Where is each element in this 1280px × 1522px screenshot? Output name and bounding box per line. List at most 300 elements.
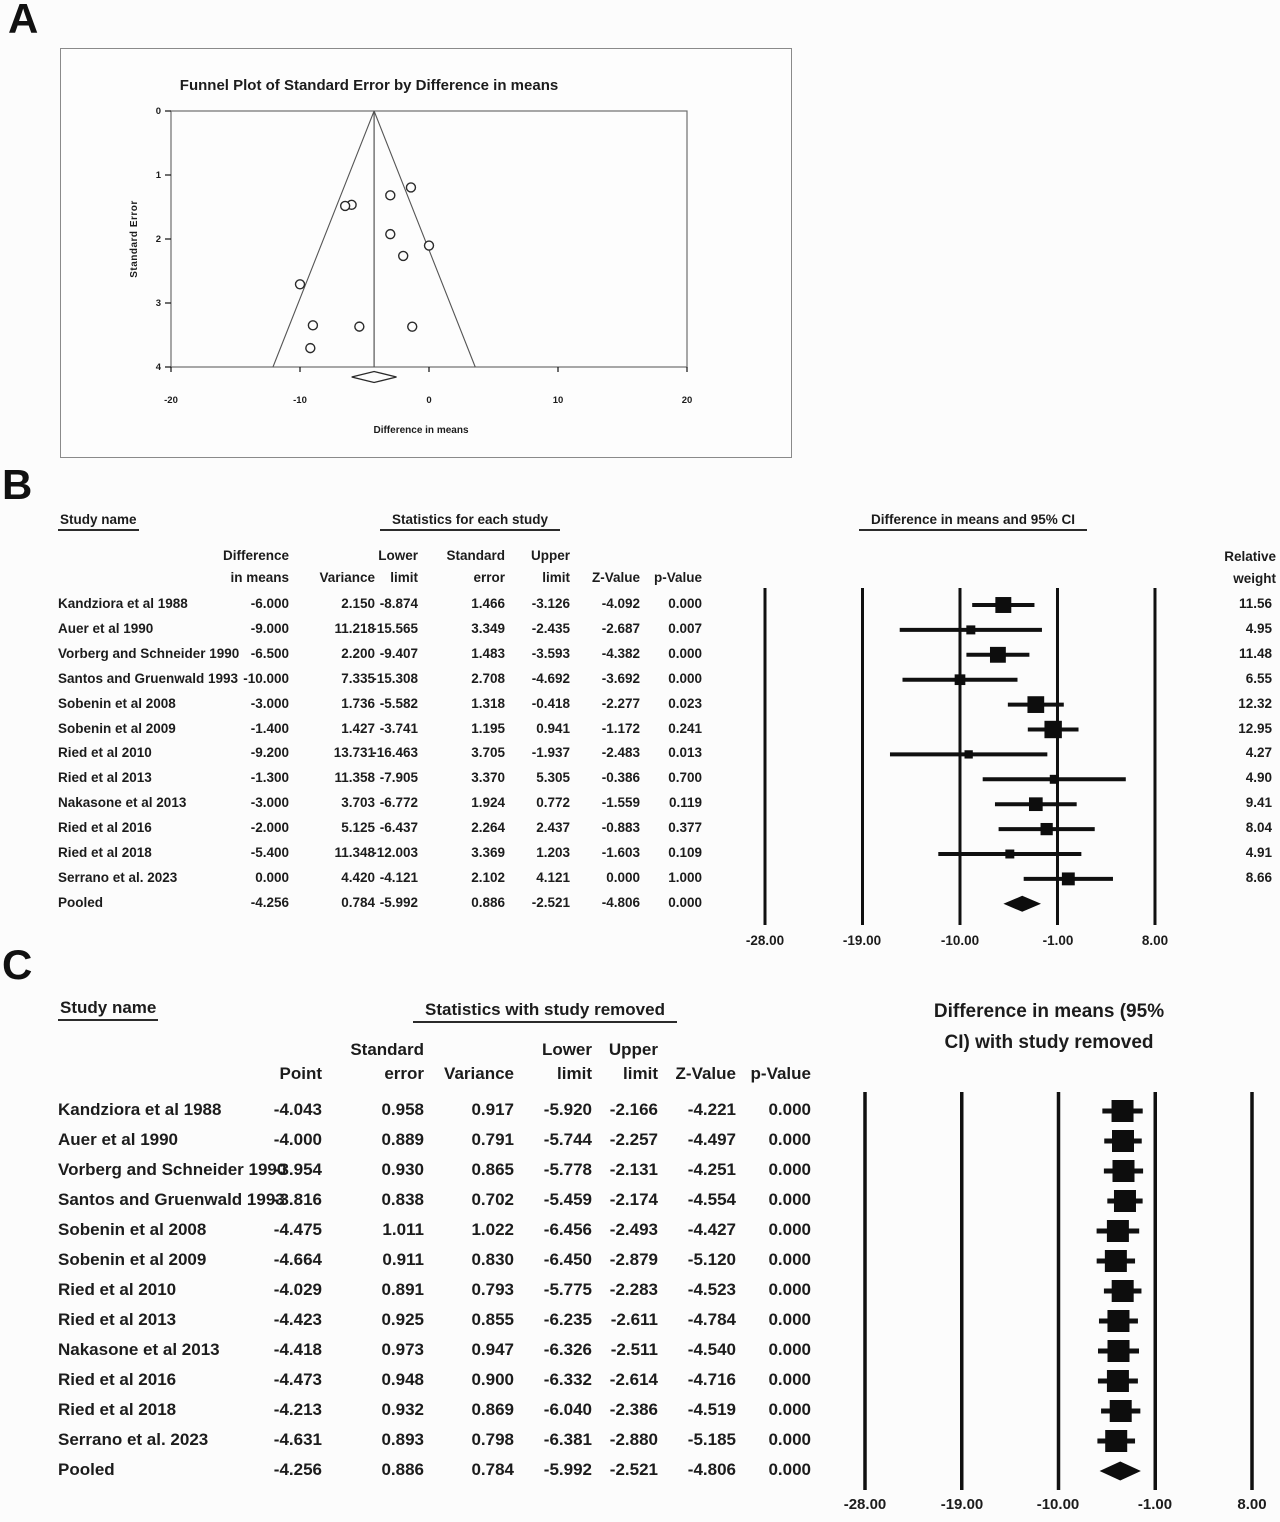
effect-square	[1110, 1400, 1132, 1422]
b-table-cell: 1.318	[471, 695, 505, 711]
effect-square	[1062, 872, 1075, 885]
b-table-cell: 0.109	[668, 845, 702, 860]
b-table-cell: 3.349	[471, 620, 505, 636]
c-table-cell: 0.000	[768, 1100, 811, 1119]
b-table-cell: -2.483	[601, 745, 640, 761]
b-table-cell: 2.102	[471, 869, 505, 885]
effect-square	[1107, 1370, 1129, 1392]
b-axis-tick-label: -1.00	[1042, 933, 1074, 948]
c-table-cell: -4.519	[687, 1400, 736, 1419]
b-table-cell: -10.000	[243, 670, 289, 686]
c-table-cell: -6.332	[543, 1370, 592, 1389]
c-table-cell: -6.450	[543, 1250, 592, 1269]
funnel-plot-svg	[61, 49, 789, 455]
b-table-cell: 1.924	[471, 795, 505, 811]
y-tick-label: 1	[155, 170, 161, 181]
c-table-cell: -6.235	[543, 1310, 592, 1329]
c-table-cell: 0.891	[381, 1280, 424, 1299]
b-table-cell: 11.218	[334, 620, 375, 636]
b-weight-cell: 4.91	[1245, 845, 1272, 860]
c-table-cell: 0.930	[381, 1160, 424, 1179]
b-table-cell: 0.241	[668, 720, 702, 736]
c-table-cell: 0.865	[471, 1160, 514, 1179]
c-table-cell: -6.326	[543, 1340, 592, 1359]
b-weight-cell: 12.32	[1238, 695, 1272, 711]
b-table-cell: -12.003	[372, 845, 418, 860]
y-tick-label: 3	[155, 298, 161, 309]
effect-square	[1107, 1310, 1129, 1332]
forest-plot-svg-c	[820, 1078, 1280, 1508]
b-table-cell: -9.407	[379, 645, 418, 661]
b-table-cell: -0.386	[601, 770, 640, 786]
c-table-cell: -5.920	[543, 1100, 592, 1119]
study-point	[296, 280, 305, 289]
c-table-cell: -2.493	[609, 1220, 658, 1239]
c-study-name: Sobenin et al 2008	[58, 1220, 207, 1239]
c-table-cell: -2.611	[610, 1310, 658, 1329]
funnel-x-axis-label: Difference in means	[373, 425, 469, 436]
x-tick-label: -10	[293, 395, 307, 406]
effect-square	[1041, 823, 1053, 835]
b-col-header: limit	[542, 570, 570, 585]
c-table-cell: -4.806	[687, 1460, 736, 1479]
b-table-cell: -3.126	[531, 596, 570, 611]
c-table-cell: -4.043	[273, 1100, 322, 1119]
b-table-cell: 1.203	[536, 845, 570, 860]
c-table-cell: 0.925	[381, 1310, 424, 1329]
b-table-cell: 7.335	[341, 670, 375, 686]
b-table-cell: -16.463	[372, 745, 418, 761]
b-table-cell: 0.377	[668, 820, 702, 836]
b-table-cell: 0.119	[668, 795, 702, 811]
c-table-cell: -4.256	[273, 1460, 322, 1479]
b-weight-header-line1: Relative	[1224, 549, 1276, 564]
b-table-cell: -4.256	[250, 894, 289, 910]
b-table-cell: 0.941	[536, 720, 570, 736]
c-table-cell: -4.423	[273, 1310, 322, 1329]
c-table-cell: -3.954	[273, 1160, 322, 1179]
b-table-cell: -9.200	[250, 745, 289, 761]
c-table-cell: -3.816	[273, 1190, 322, 1209]
c-table-cell: 0.000	[768, 1400, 811, 1419]
forest-plot-svg-b	[700, 578, 1200, 946]
b-study-name: Sobenin et al 2008	[58, 695, 176, 711]
c-axis-tick-label: 8.00	[1237, 1496, 1267, 1513]
x-tick-label: 10	[552, 395, 564, 406]
b-table-cell: 0.023	[668, 695, 702, 711]
b-table-cell: 2.150	[341, 596, 375, 611]
b-table-cell: -4.092	[601, 596, 640, 611]
c-table-cell: -5.775	[543, 1280, 592, 1299]
effect-square	[1112, 1160, 1134, 1182]
b-col-header: Variance	[319, 570, 375, 585]
b-weight-cell: 11.48	[1238, 645, 1272, 661]
b-weight-cell: 4.90	[1245, 770, 1272, 786]
x-tick-label: 0	[426, 395, 432, 406]
c-table-cell: -4.213	[273, 1400, 322, 1419]
b-table-cell: -2.435	[531, 620, 570, 636]
b-table-cell: 2.200	[341, 645, 375, 661]
study-point	[408, 322, 417, 331]
b-table-cell: -5.400	[250, 845, 289, 860]
b-axis-tick-label: -19.00	[842, 933, 882, 948]
study-point	[308, 321, 317, 330]
c-table-cell: 0.958	[381, 1100, 424, 1119]
c-col-header: limit	[623, 1064, 658, 1083]
c-table-cell: 0.917	[471, 1100, 514, 1119]
b-table-cell: -9.000	[250, 620, 289, 636]
effect-square	[955, 674, 966, 685]
b-table-cell: -3.000	[250, 795, 289, 811]
c-table-cell: 0.973	[381, 1340, 424, 1359]
b-table-cell: 4.121	[536, 869, 570, 885]
c-table-cell: -2.283	[609, 1280, 658, 1299]
c-table-cell: -5.459	[543, 1190, 592, 1209]
c-col-header: limit	[557, 1064, 592, 1083]
c-table-cell: -2.131	[609, 1160, 658, 1179]
b-table-cell: 2.264	[471, 820, 505, 836]
c-table-cell: 0.798	[471, 1430, 514, 1449]
c-table-cell: -4.523	[687, 1280, 736, 1299]
c-study-name: Auer et al 1990	[58, 1130, 179, 1149]
c-table-cell: 0.791	[471, 1130, 514, 1149]
b-weight-cell: 11.56	[1238, 596, 1272, 611]
b-col-header: in means	[230, 570, 289, 585]
c-table-cell: 0.948	[381, 1370, 424, 1389]
panel-a-label: A	[8, 0, 39, 42]
c-col-header: Point	[279, 1064, 322, 1083]
c-table-cell: -5.744	[543, 1130, 592, 1149]
c-study-name: Nakasone et al 2013	[58, 1340, 220, 1359]
b-table-cell: 0.000	[255, 869, 289, 885]
c-table-cell: -4.427	[687, 1220, 736, 1239]
b-study-name: Kandziora et al 1988	[58, 596, 188, 611]
effect-square	[1112, 1280, 1134, 1302]
b-col-header: Upper	[530, 548, 570, 563]
c-table-cell: -4.784	[687, 1310, 736, 1329]
c-table-cell: 0.000	[768, 1460, 811, 1479]
c-table-cell: 0.893	[381, 1430, 424, 1449]
b-col-header: Z-Value	[591, 570, 640, 585]
b-table-cell: -2.687	[601, 620, 640, 636]
b-axis-tick-label: 8.00	[1141, 933, 1169, 948]
b-table-cell: 13.731	[333, 745, 375, 761]
b-table-cell: -2.000	[250, 820, 289, 836]
b-table-cell: 11.358	[334, 770, 375, 786]
b-study-name: Sobenin et al 2009	[58, 720, 176, 736]
b-study-name: Nakasone et al 2013	[58, 795, 187, 811]
effect-square	[1107, 1220, 1129, 1242]
b-table-cell: -2.521	[531, 894, 570, 910]
c-table-cell: -4.716	[687, 1370, 736, 1389]
y-tick-label: 0	[155, 106, 161, 117]
c-table-cell: 0.000	[768, 1190, 811, 1209]
b-study-name: Ried et al 2016	[58, 820, 152, 836]
b-table-cell: 0.013	[668, 745, 702, 761]
b-table-cell: 1.000	[668, 869, 702, 885]
b-study-name: Vorberg and Schneider 1990	[58, 645, 240, 661]
c-table-cell: 0.947	[471, 1340, 514, 1359]
b-col-header: Difference	[222, 548, 289, 563]
study-point	[425, 241, 434, 250]
c-table-cell: -2.511	[610, 1340, 658, 1359]
b-axis-tick-label: -10.00	[940, 933, 980, 948]
effect-square	[965, 750, 973, 758]
plot-frame	[171, 111, 687, 367]
c-table-cell: 0.886	[381, 1460, 424, 1479]
c-table-cell: 0.838	[381, 1190, 424, 1209]
effect-square	[990, 647, 1006, 663]
c-col-header: Lower	[541, 1040, 592, 1059]
funnel-y-axis-label: Standard Error	[129, 200, 140, 278]
b-table-cell: 5.125	[341, 820, 375, 836]
c-study-name: Ried et al 2016	[58, 1370, 177, 1389]
c-table-cell: 0.000	[768, 1430, 811, 1449]
c-table-cell: -4.554	[687, 1190, 736, 1209]
b-table-cell: 0.784	[341, 894, 375, 910]
c-table-cell: 0.900	[471, 1370, 514, 1389]
c-table-cell: -5.992	[543, 1460, 592, 1479]
c-table-cell: 0.855	[471, 1310, 514, 1329]
c-table-cell: -4.000	[273, 1130, 322, 1149]
b-table-cell: 0.000	[668, 894, 702, 910]
c-col-header: Z-Value	[675, 1064, 736, 1083]
b-col-header: error	[473, 570, 505, 585]
b-table-cell: 0.000	[668, 596, 702, 611]
c-table-cell: -2.614	[609, 1370, 658, 1389]
c-study-name: Pooled	[58, 1460, 115, 1479]
c-table-cell: 0.000	[768, 1280, 811, 1299]
x-tick-label: 20	[681, 395, 693, 406]
b-table-cell: 1.195	[471, 720, 505, 736]
b-table-cell: -1.937	[531, 745, 570, 761]
b-table-cell: -0.418	[531, 695, 570, 711]
c-col-header: p-Value	[750, 1064, 811, 1083]
study-point	[341, 201, 350, 210]
c-axis-tick-label: -28.00	[843, 1496, 887, 1513]
c-table-cell: -2.521	[609, 1460, 658, 1479]
c-col-header: Variance	[444, 1064, 514, 1083]
c-table-cell: 0.000	[768, 1160, 811, 1179]
b-study-name: Pooled	[58, 894, 104, 910]
pooled-diamond	[352, 372, 397, 383]
c-table-cell: -2.166	[609, 1100, 658, 1119]
b-study-name: Santos and Gruenwald 1993	[58, 670, 239, 686]
c-study-name: Sobenin et al 2009	[58, 1250, 207, 1269]
b-table-cell: 0.000	[606, 869, 640, 885]
pooled-diamond	[1003, 896, 1041, 912]
c-table-cell: 0.869	[471, 1400, 514, 1419]
c-table-cell: 0.702	[471, 1190, 514, 1209]
b-table-cell: -7.905	[379, 770, 418, 786]
c-table-cell: -4.631	[273, 1430, 322, 1449]
b-table-cell: -6.772	[379, 795, 418, 811]
c-table-cell: 0.000	[768, 1130, 811, 1149]
c-study-name: Ried et al 2013	[58, 1310, 177, 1329]
effect-square	[1044, 721, 1061, 738]
y-tick-label: 4	[155, 362, 161, 373]
b-col-header: Standard	[446, 548, 505, 563]
c-table-cell: -6.381	[543, 1430, 592, 1449]
b-weight-cell: 6.55	[1245, 670, 1272, 686]
c-table-cell: 0.784	[471, 1460, 514, 1479]
b-table-cell: 0.700	[668, 770, 702, 786]
b-table-cell: -0.883	[601, 820, 640, 836]
funnel-title: Funnel Plot of Standard Error by Difference in means	[179, 77, 559, 94]
c-table-cell: 0.793	[471, 1280, 514, 1299]
c-study-name-header: Study name	[58, 998, 158, 1018]
b-col-header: p-Value	[653, 570, 702, 585]
c-study-name: Ried et al 2010	[58, 1280, 177, 1299]
b-table-cell: 2.708	[471, 670, 505, 686]
b-weight-cell: 12.95	[1238, 720, 1272, 736]
b-table-cell: 0.000	[668, 645, 702, 661]
b-table-cell: -3.593	[531, 645, 570, 661]
b-study-name: Ried et al 2013	[58, 770, 152, 786]
effect-square	[1112, 1130, 1134, 1152]
b-table-cell: -4.121	[379, 869, 418, 885]
b-table-cell: -5.992	[379, 894, 418, 910]
b-table-cell: 3.703	[341, 795, 375, 811]
b-section-header: Statistics for each study	[320, 512, 620, 527]
c-table-cell: -2.879	[609, 1250, 658, 1269]
b-table-cell: 1.427	[341, 720, 375, 736]
b-table-cell: -3.741	[379, 720, 418, 736]
effect-square	[1005, 850, 1014, 859]
pooled-diamond	[1100, 1462, 1141, 1481]
b-table-cell: 3.369	[471, 845, 505, 860]
b-col-header: limit	[390, 570, 418, 585]
c-table-cell: -6.456	[543, 1220, 592, 1239]
c-axis-tick-label: -1.00	[1137, 1496, 1173, 1513]
b-study-name: Ried et al 2018	[58, 845, 152, 860]
c-plot-title-line1: Difference in means (95%	[933, 1001, 1165, 1022]
c-table-cell: 0.000	[768, 1310, 811, 1329]
b-table-cell: -15.308	[372, 670, 418, 686]
c-table-cell: -2.257	[609, 1130, 658, 1149]
c-axis-tick-label: -19.00	[940, 1496, 984, 1513]
effect-square	[966, 625, 975, 634]
b-weight-cell: 8.66	[1245, 869, 1272, 885]
b-table-cell: -15.565	[372, 620, 418, 636]
c-table-cell: 1.022	[471, 1220, 514, 1239]
effect-square	[1112, 1100, 1134, 1122]
b-col-header: Lower	[378, 548, 418, 563]
c-table-cell: 0.889	[381, 1130, 424, 1149]
b-table-cell: 0.886	[471, 894, 505, 910]
c-study-name: Santos and Gruenwald 1993	[58, 1190, 285, 1209]
b-study-name: Ried et al 2010	[58, 745, 152, 761]
c-table-cell: -2.174	[609, 1190, 658, 1209]
b-study-name: Auer et al 1990	[58, 620, 154, 636]
effect-square	[1114, 1190, 1136, 1212]
effect-square	[1108, 1340, 1130, 1362]
b-table-cell: -1.400	[250, 720, 289, 736]
study-point	[306, 344, 315, 353]
b-table-cell: 5.305	[536, 770, 570, 786]
c-table-cell: 1.011	[382, 1220, 424, 1239]
b-table-cell: -4.692	[531, 670, 570, 686]
study-point	[386, 191, 395, 200]
b-weight-cell: 9.41	[1245, 795, 1272, 811]
c-table-cell: 0.911	[382, 1250, 424, 1269]
c-table-cell: -2.386	[609, 1400, 658, 1419]
b-table-cell: 0.772	[536, 795, 570, 811]
c-table-cell: -4.497	[687, 1130, 736, 1149]
c-plot-title-line2: CI) with study removed	[944, 1032, 1154, 1053]
effect-square	[1027, 696, 1044, 713]
c-table-cell: -4.664	[273, 1250, 322, 1269]
effect-square	[1050, 775, 1059, 784]
c-table-cell: -5.778	[543, 1160, 592, 1179]
b-table-cell: 0.000	[668, 670, 702, 686]
c-table-cell: 0.830	[471, 1250, 514, 1269]
c-table-cell: -4.473	[273, 1370, 322, 1389]
b-table-cell: -4.382	[601, 645, 640, 661]
y-tick-label: 2	[155, 234, 161, 245]
c-col-header: error	[384, 1064, 424, 1083]
panel-c-label: C	[2, 941, 33, 988]
study-point	[355, 322, 364, 331]
b-table-cell: -3.000	[250, 695, 289, 711]
b-table-cell: -1.603	[601, 845, 640, 860]
b-table-cell: 3.370	[471, 770, 505, 786]
c-table-cell: 0.000	[768, 1370, 811, 1389]
b-table-cell: -1.559	[601, 795, 640, 811]
c-study-name: Ried et al 2018	[58, 1400, 177, 1419]
study-point	[399, 251, 408, 260]
c-table-cell: -4.418	[273, 1340, 322, 1359]
b-table-cell: -5.582	[379, 695, 418, 711]
c-col-header: Upper	[608, 1040, 658, 1059]
c-axis-tick-label: -10.00	[1036, 1496, 1080, 1513]
c-table-cell: -4.540	[687, 1340, 736, 1359]
b-table-cell: 1.466	[471, 596, 505, 611]
c-table-cell: -4.221	[687, 1100, 736, 1119]
c-table-cell: -4.029	[273, 1280, 322, 1299]
c-table-cell: 0.932	[381, 1400, 424, 1419]
c-study-name: Serrano et al. 2023	[58, 1430, 209, 1449]
c-table-cell: -4.251	[687, 1160, 736, 1179]
study-point	[406, 183, 415, 192]
b-weight-cell: 8.04	[1245, 820, 1272, 836]
c-col-header: Standard	[350, 1040, 424, 1059]
b-table-cell: 1.483	[471, 645, 505, 661]
study-point	[386, 230, 395, 239]
c-study-name: Vorberg and Schneider 1990	[58, 1160, 287, 1179]
b-table-cell: 11.348	[334, 845, 375, 860]
c-table-cell: 0.000	[768, 1250, 811, 1269]
c-section-header: Statistics with study removed	[345, 1000, 745, 1020]
b-weight-cell: 4.27	[1245, 745, 1272, 761]
b-table-cell: -8.874	[379, 596, 418, 611]
b-table-cell: -6.000	[250, 596, 289, 611]
effect-square	[995, 597, 1011, 613]
b-plot-title: Difference in means and 95% CI	[823, 512, 1123, 527]
panel-b-label: B	[2, 461, 33, 508]
b-weight-header-line2: weight	[1233, 571, 1276, 586]
effect-square	[1105, 1250, 1127, 1272]
c-plot-title	[869, 996, 1229, 1058]
c-table-cell: -2.880	[609, 1430, 658, 1449]
x-tick-label: -20	[164, 395, 178, 406]
b-table-cell: -6.500	[250, 645, 289, 661]
b-table-cell: -3.692	[601, 670, 640, 686]
c-study-name: Kandziora et al 1988	[58, 1100, 222, 1119]
b-weight-cell: 4.95	[1245, 620, 1272, 636]
c-table-cell: -4.475	[273, 1220, 322, 1239]
b-axis-tick-label: -28.00	[745, 933, 785, 948]
